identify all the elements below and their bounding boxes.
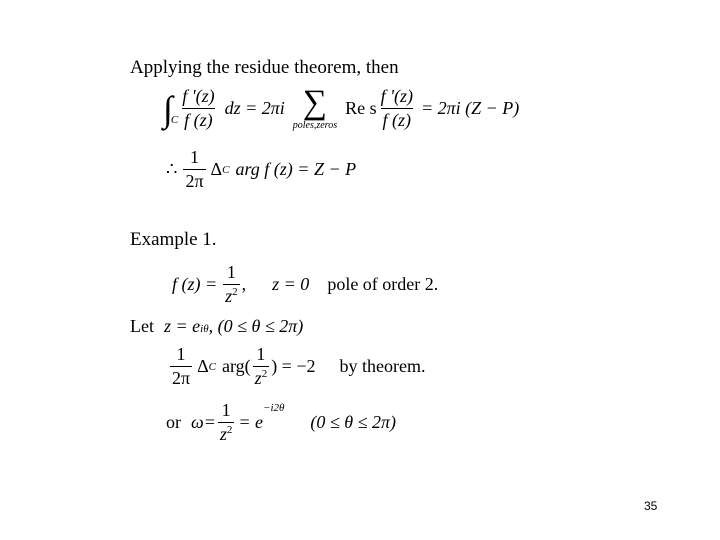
exponent: −i2θ: [263, 402, 285, 414]
equation-residue-integral: [163, 86, 519, 131]
page-number: 35: [644, 499, 658, 513]
fraction-one-over-z-squared: [223, 262, 240, 307]
fraction-numerator: f '(z): [380, 86, 413, 106]
comma: ,: [241, 274, 247, 294]
residue-label: Re s: [345, 98, 377, 118]
sigma-symbol: ∑: [302, 84, 328, 121]
substitution-expression: z = e: [164, 316, 201, 336]
equation-rhs: ) = −2: [271, 356, 316, 376]
exponent: iθ: [200, 323, 209, 335]
integral-subscript: C: [170, 113, 179, 126]
range: (0 ≤ θ ≤ 2π): [310, 412, 397, 432]
equation-omega: [166, 400, 396, 445]
pole-note: pole of order 2.: [327, 274, 439, 294]
fraction-denominator: 2π: [172, 368, 191, 388]
fraction-denominator: f (z): [184, 110, 213, 130]
fraction-one-over-two-pi: [170, 344, 192, 389]
fraction-numerator: 1: [256, 344, 266, 364]
fraction-denominator: $z^2$: [225, 286, 238, 306]
omega-lhs: ω=: [191, 412, 216, 432]
equation-substitution: [130, 316, 303, 337]
delta-symbol: Δ: [197, 356, 209, 376]
fraction-one-over-z-squared: [253, 344, 270, 389]
arg-open: arg(: [222, 356, 251, 376]
summation: [293, 86, 337, 131]
delta-subscript: C: [222, 163, 230, 176]
integral-sign: ∫: [163, 88, 173, 129]
delta-symbol: Δ: [210, 159, 223, 179]
fraction-fprime-over-f-2: [379, 86, 415, 131]
fraction-numerator: 1: [226, 262, 236, 282]
equation-example-function: [172, 262, 438, 307]
function-lhs: f (z) =: [172, 274, 218, 294]
equation-rhs: arg f (z) = Z − P: [235, 159, 357, 179]
fraction-denominator: $z^2$: [254, 368, 268, 388]
equation-rhs: = 2πi (Z − P): [420, 98, 520, 118]
theorem-note: by theorem.: [339, 356, 426, 376]
equation-argument-principle: [166, 147, 356, 192]
range: , (0 ≤ θ ≤ 2π): [208, 316, 304, 336]
let-word: Let: [130, 316, 154, 336]
heading: Applying the residue theorem, then: [130, 57, 399, 78]
fraction-denominator: 2π: [185, 171, 204, 191]
dz-term: dz = 2πi: [224, 98, 285, 118]
fraction-numerator: f '(z): [182, 86, 215, 106]
pole-condition: z = 0: [272, 274, 310, 294]
fraction-numerator: 1: [176, 344, 186, 364]
example-title: Example 1.: [130, 229, 217, 250]
fraction-fprime-over-f: [180, 86, 216, 131]
or-word: or: [166, 412, 181, 432]
fraction-denominator: f (z): [382, 110, 412, 130]
fraction-one-over-two-pi: [183, 147, 205, 192]
sum-subscript: poles,zeros: [292, 120, 338, 131]
delta-subscript: C: [208, 360, 217, 373]
therefore-symbol: ∴: [166, 159, 178, 179]
equation-rhs: = e: [238, 412, 264, 432]
equation-argument-change: [168, 344, 425, 389]
fraction-denominator: $z^2$: [219, 424, 233, 444]
fraction-numerator: 1: [221, 400, 231, 420]
fraction-one-over-z-squared: [218, 400, 235, 445]
fraction-numerator: 1: [190, 147, 199, 167]
